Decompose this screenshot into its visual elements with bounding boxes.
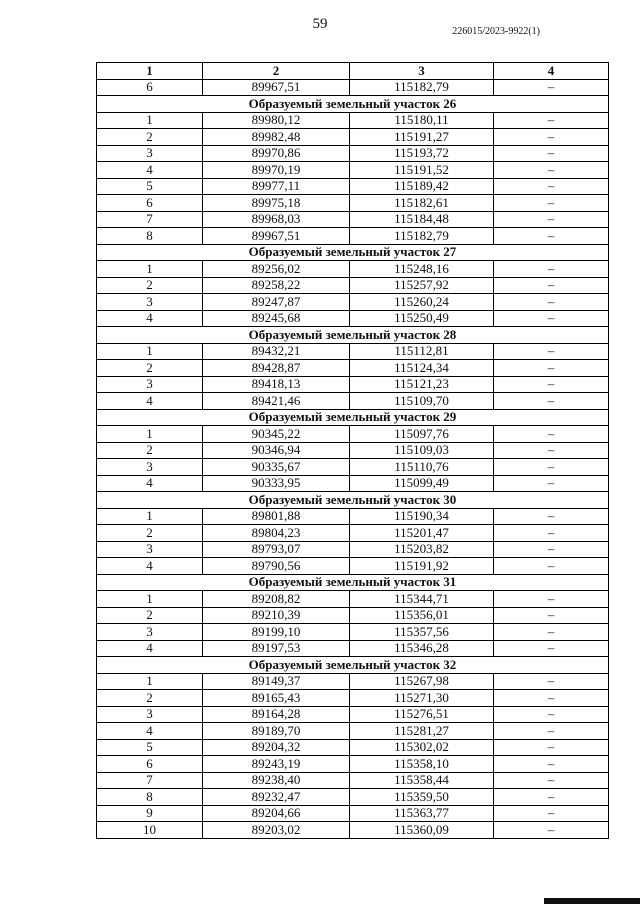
note-cell: –: [494, 376, 609, 393]
x-coordinate-cell: 89418,13: [203, 376, 350, 393]
note-cell: –: [494, 756, 609, 773]
x-coordinate-cell: 89801,88: [203, 508, 350, 525]
note-cell: –: [494, 640, 609, 657]
section-title: Образуемый земельный участок 28: [97, 327, 609, 344]
point-number-cell: 2: [97, 277, 203, 294]
point-number-cell: 9: [97, 805, 203, 822]
x-coordinate-cell: 90335,67: [203, 459, 350, 476]
table-row: [97, 294, 609, 311]
point-number-cell: 2: [97, 442, 203, 459]
x-coordinate-cell: 89432,21: [203, 343, 350, 360]
y-coordinate-cell: 115363,77: [350, 805, 494, 822]
table-row: [97, 591, 609, 608]
section-row: [97, 327, 609, 344]
coordinates-table: [96, 62, 609, 839]
point-number-cell: 4: [97, 475, 203, 492]
table-row: [97, 822, 609, 839]
y-coordinate-cell: 115191,92: [350, 558, 494, 575]
table-row: [97, 772, 609, 789]
x-coordinate-cell: 90346,94: [203, 442, 350, 459]
y-coordinate-cell: 115260,24: [350, 294, 494, 311]
section-title: Образуемый земельный участок 27: [97, 244, 609, 261]
point-number-cell: 2: [97, 129, 203, 146]
point-number-cell: 4: [97, 558, 203, 575]
y-coordinate-cell: 115358,10: [350, 756, 494, 773]
x-coordinate-cell: 89258,22: [203, 277, 350, 294]
point-number-cell: 6: [97, 79, 203, 96]
table-row: [97, 426, 609, 443]
note-cell: –: [494, 541, 609, 558]
note-cell: –: [494, 360, 609, 377]
y-coordinate-cell: 115191,27: [350, 129, 494, 146]
y-coordinate-cell: 115110,76: [350, 459, 494, 476]
note-cell: –: [494, 277, 609, 294]
x-coordinate-cell: 89189,70: [203, 723, 350, 740]
table-row: [97, 162, 609, 179]
point-number-cell: 4: [97, 640, 203, 657]
y-coordinate-cell: 115184,48: [350, 211, 494, 228]
y-coordinate-cell: 115271,30: [350, 690, 494, 707]
x-coordinate-cell: 89245,68: [203, 310, 350, 327]
point-number-cell: 3: [97, 376, 203, 393]
note-cell: –: [494, 261, 609, 278]
point-number-cell: 8: [97, 789, 203, 806]
header-cell: 1: [97, 63, 203, 80]
x-coordinate-cell: 89238,40: [203, 772, 350, 789]
point-number-cell: 1: [97, 343, 203, 360]
header-cell: 2: [203, 63, 350, 80]
section-title: Образуемый земельный участок 31: [97, 574, 609, 591]
y-coordinate-cell: 115357,56: [350, 624, 494, 641]
note-cell: –: [494, 79, 609, 96]
table-row: [97, 706, 609, 723]
note-cell: –: [494, 294, 609, 311]
point-number-cell: 10: [97, 822, 203, 839]
table-row: [97, 228, 609, 245]
point-number-cell: 1: [97, 112, 203, 129]
x-coordinate-cell: 89804,23: [203, 525, 350, 542]
y-coordinate-cell: 115097,76: [350, 426, 494, 443]
header-cell: 3: [350, 63, 494, 80]
table-row: [97, 508, 609, 525]
note-cell: –: [494, 145, 609, 162]
point-number-cell: 5: [97, 178, 203, 195]
point-number-cell: 1: [97, 673, 203, 690]
y-coordinate-cell: 115099,49: [350, 475, 494, 492]
x-coordinate-cell: 89980,12: [203, 112, 350, 129]
x-coordinate-cell: 90333,95: [203, 475, 350, 492]
footer-bar: [544, 898, 640, 904]
section-row: [97, 492, 609, 509]
point-number-cell: 5: [97, 739, 203, 756]
table-row: [97, 739, 609, 756]
note-cell: –: [494, 211, 609, 228]
note-cell: –: [494, 475, 609, 492]
point-number-cell: 2: [97, 607, 203, 624]
x-coordinate-cell: 89982,48: [203, 129, 350, 146]
note-cell: –: [494, 739, 609, 756]
table-row: [97, 525, 609, 542]
point-number-cell: 6: [97, 195, 203, 212]
y-coordinate-cell: 115182,61: [350, 195, 494, 212]
point-number-cell: 3: [97, 706, 203, 723]
note-cell: –: [494, 129, 609, 146]
note-cell: –: [494, 310, 609, 327]
x-coordinate-cell: 89975,18: [203, 195, 350, 212]
table-body: [97, 79, 609, 838]
y-coordinate-cell: 115109,70: [350, 393, 494, 410]
x-coordinate-cell: 89199,10: [203, 624, 350, 641]
x-coordinate-cell: 89210,39: [203, 607, 350, 624]
y-coordinate-cell: 115359,50: [350, 789, 494, 806]
point-number-cell: 8: [97, 228, 203, 245]
section-row: [97, 409, 609, 426]
x-coordinate-cell: 89967,51: [203, 79, 350, 96]
table-row: [97, 261, 609, 278]
table-row: [97, 343, 609, 360]
y-coordinate-cell: 115248,16: [350, 261, 494, 278]
section-row: [97, 657, 609, 674]
y-coordinate-cell: 115346,28: [350, 640, 494, 657]
note-cell: –: [494, 673, 609, 690]
table-row: [97, 541, 609, 558]
table-row: [97, 805, 609, 822]
note-cell: –: [494, 805, 609, 822]
y-coordinate-cell: 115356,01: [350, 607, 494, 624]
note-cell: –: [494, 706, 609, 723]
y-coordinate-cell: 115190,34: [350, 508, 494, 525]
point-number-cell: 7: [97, 211, 203, 228]
x-coordinate-cell: 89203,02: [203, 822, 350, 839]
note-cell: –: [494, 178, 609, 195]
x-coordinate-cell: 89790,56: [203, 558, 350, 575]
table-row: [97, 459, 609, 476]
table-row: [97, 376, 609, 393]
y-coordinate-cell: 115302,02: [350, 739, 494, 756]
point-number-cell: 3: [97, 624, 203, 641]
note-cell: –: [494, 426, 609, 443]
note-cell: –: [494, 558, 609, 575]
table-row: [97, 277, 609, 294]
y-coordinate-cell: 115189,42: [350, 178, 494, 195]
note-cell: –: [494, 195, 609, 212]
x-coordinate-cell: 89970,19: [203, 162, 350, 179]
page-number: 59: [312, 16, 328, 32]
table-row: [97, 442, 609, 459]
table-row: [97, 756, 609, 773]
x-coordinate-cell: 89164,28: [203, 706, 350, 723]
y-coordinate-cell: 115180,11: [350, 112, 494, 129]
point-number-cell: 4: [97, 162, 203, 179]
x-coordinate-cell: 89428,87: [203, 360, 350, 377]
table-row: [97, 310, 609, 327]
note-cell: –: [494, 525, 609, 542]
note-cell: –: [494, 162, 609, 179]
note-cell: –: [494, 508, 609, 525]
point-number-cell: 1: [97, 426, 203, 443]
table-row: [97, 129, 609, 146]
section-row: [97, 574, 609, 591]
table-row: [97, 393, 609, 410]
note-cell: –: [494, 442, 609, 459]
note-cell: –: [494, 624, 609, 641]
table-header-row: [97, 63, 609, 80]
y-coordinate-cell: 115250,49: [350, 310, 494, 327]
y-coordinate-cell: 115193,72: [350, 145, 494, 162]
note-cell: –: [494, 723, 609, 740]
table-row: [97, 475, 609, 492]
y-coordinate-cell: 115201,47: [350, 525, 494, 542]
y-coordinate-cell: 115182,79: [350, 79, 494, 96]
note-cell: –: [494, 591, 609, 608]
table-row: [97, 79, 609, 96]
point-number-cell: 6: [97, 756, 203, 773]
table-row: [97, 195, 609, 212]
x-coordinate-cell: 89977,11: [203, 178, 350, 195]
point-number-cell: 2: [97, 360, 203, 377]
note-cell: –: [494, 343, 609, 360]
table-row: [97, 624, 609, 641]
table-row: [97, 640, 609, 657]
header-cell: 4: [494, 63, 609, 80]
section-title: Образуемый земельный участок 30: [97, 492, 609, 509]
document-number: 226015/2023-9922(1): [452, 26, 540, 37]
y-coordinate-cell: 115281,27: [350, 723, 494, 740]
point-number-cell: 4: [97, 393, 203, 410]
table-row: [97, 607, 609, 624]
point-number-cell: 4: [97, 310, 203, 327]
section-title: Образуемый земельный участок 26: [97, 96, 609, 113]
x-coordinate-cell: 89421,46: [203, 393, 350, 410]
x-coordinate-cell: 89793,07: [203, 541, 350, 558]
table-row: [97, 211, 609, 228]
point-number-cell: 2: [97, 690, 203, 707]
y-coordinate-cell: 115182,79: [350, 228, 494, 245]
note-cell: –: [494, 228, 609, 245]
point-number-cell: 1: [97, 261, 203, 278]
y-coordinate-cell: 115267,98: [350, 673, 494, 690]
table-row: [97, 112, 609, 129]
section-row: [97, 244, 609, 261]
y-coordinate-cell: 115191,52: [350, 162, 494, 179]
x-coordinate-cell: 89243,19: [203, 756, 350, 773]
x-coordinate-cell: 89970,86: [203, 145, 350, 162]
x-coordinate-cell: 89197,53: [203, 640, 350, 657]
section-title: Образуемый земельный участок 29: [97, 409, 609, 426]
point-number-cell: 1: [97, 591, 203, 608]
point-number-cell: 3: [97, 459, 203, 476]
x-coordinate-cell: 89208,82: [203, 591, 350, 608]
y-coordinate-cell: 115112,81: [350, 343, 494, 360]
y-coordinate-cell: 115121,23: [350, 376, 494, 393]
note-cell: –: [494, 607, 609, 624]
table-row: [97, 789, 609, 806]
note-cell: –: [494, 772, 609, 789]
table-row: [97, 690, 609, 707]
y-coordinate-cell: 115109,03: [350, 442, 494, 459]
note-cell: –: [494, 822, 609, 839]
note-cell: –: [494, 393, 609, 410]
table-row: [97, 360, 609, 377]
table-row: [97, 673, 609, 690]
y-coordinate-cell: 115257,92: [350, 277, 494, 294]
point-number-cell: 4: [97, 723, 203, 740]
table-row: [97, 178, 609, 195]
point-number-cell: 2: [97, 525, 203, 542]
section-row: [97, 96, 609, 113]
y-coordinate-cell: 115358,44: [350, 772, 494, 789]
table-row: [97, 723, 609, 740]
y-coordinate-cell: 115276,51: [350, 706, 494, 723]
note-cell: –: [494, 789, 609, 806]
table-row: [97, 145, 609, 162]
table-row: [97, 558, 609, 575]
y-coordinate-cell: 115203,82: [350, 541, 494, 558]
x-coordinate-cell: 89165,43: [203, 690, 350, 707]
x-coordinate-cell: 90345,22: [203, 426, 350, 443]
note-cell: –: [494, 459, 609, 476]
x-coordinate-cell: 89204,32: [203, 739, 350, 756]
section-title: Образуемый земельный участок 32: [97, 657, 609, 674]
point-number-cell: 3: [97, 294, 203, 311]
point-number-cell: 3: [97, 145, 203, 162]
x-coordinate-cell: 89232,47: [203, 789, 350, 806]
x-coordinate-cell: 89967,51: [203, 228, 350, 245]
x-coordinate-cell: 89256,02: [203, 261, 350, 278]
x-coordinate-cell: 89149,37: [203, 673, 350, 690]
y-coordinate-cell: 115360,09: [350, 822, 494, 839]
note-cell: –: [494, 690, 609, 707]
y-coordinate-cell: 115344,71: [350, 591, 494, 608]
note-cell: –: [494, 112, 609, 129]
y-coordinate-cell: 115124,34: [350, 360, 494, 377]
x-coordinate-cell: 89204,66: [203, 805, 350, 822]
point-number-cell: 1: [97, 508, 203, 525]
point-number-cell: 3: [97, 541, 203, 558]
x-coordinate-cell: 89968,03: [203, 211, 350, 228]
point-number-cell: 7: [97, 772, 203, 789]
x-coordinate-cell: 89247,87: [203, 294, 350, 311]
